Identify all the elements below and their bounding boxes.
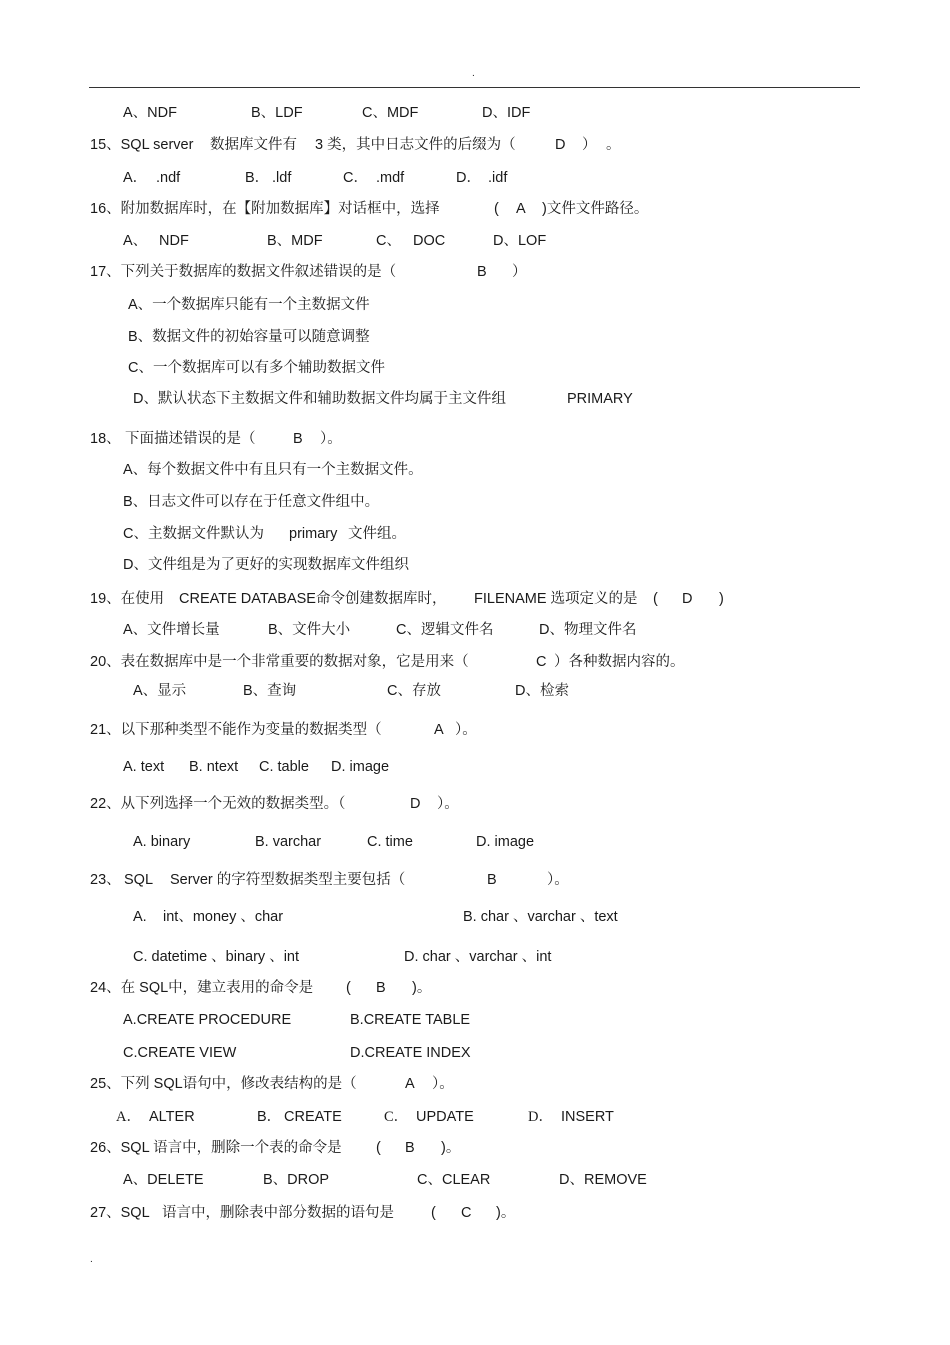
- question-text: ）: [582, 137, 597, 153]
- question-text: 20、表在数据库中是一个非常重要的数据对象，它是用来（: [90, 654, 469, 670]
- option-b: B、日志文件可以存在于任意文件组中。: [123, 494, 380, 510]
- option-a: A. binary: [133, 834, 191, 850]
- option-a: A、每个数据文件中有且只有一个主数据文件。: [123, 462, 423, 478]
- header-dot: .: [472, 68, 475, 79]
- option-a: A. text: [123, 759, 165, 775]
- answer: A: [405, 1076, 415, 1092]
- question-text: 24、在 SQL中，建立表用的命令是: [90, 980, 314, 996]
- answer: D: [555, 137, 566, 153]
- answer: D: [682, 591, 693, 607]
- question-text: ）。: [455, 722, 477, 738]
- question-text: (: [346, 980, 351, 996]
- answer: D: [410, 796, 421, 812]
- option-a: NDF: [159, 233, 189, 249]
- question-text: 数据库文件有: [210, 137, 297, 153]
- option-d: D、REMOVE: [559, 1172, 647, 1188]
- option-c: primary: [289, 526, 338, 542]
- footer-dot: .: [90, 1254, 93, 1265]
- option-a: A、NDF: [123, 105, 177, 121]
- option-a: int、money 、char: [163, 909, 284, 925]
- option-b: B、DROP: [263, 1172, 330, 1188]
- option-b-label: B．: [245, 170, 270, 186]
- question-text: SQL: [124, 872, 154, 888]
- option-c: C、主数据文件默认为: [123, 526, 264, 542]
- answer: C: [461, 1205, 472, 1221]
- option-b-label: B．: [257, 1109, 282, 1125]
- answer: A: [434, 722, 444, 738]
- option-b: B.CREATE TABLE: [350, 1012, 471, 1028]
- option-c: C、MDF: [362, 105, 419, 121]
- option-c: C、逻辑文件名: [396, 622, 494, 638]
- option-a: A、文件增长量: [123, 622, 220, 638]
- option-d: D、默认状态下主数据文件和辅助数据文件均属于主文件组: [133, 391, 506, 407]
- question-text: Server 的字符型数据类型主要包括（: [170, 872, 406, 888]
- answer: A: [516, 201, 526, 217]
- option-d: D. image: [476, 834, 535, 850]
- option-b: B. ntext: [189, 759, 239, 775]
- option-a: ALTER: [149, 1109, 195, 1125]
- option-b: B、查询: [243, 683, 297, 699]
- option-b: B、文件大小: [268, 622, 351, 638]
- answer: B: [477, 264, 487, 280]
- question-text: 22、从下列选择一个无效的数据类型。（: [90, 796, 346, 812]
- option-c: C. datetime 、binary 、int: [133, 949, 300, 965]
- option-c: C、一个数据库可以有多个辅助数据文件: [128, 360, 385, 376]
- question-text: 语言中，删除表中部分数据的语句是: [162, 1205, 394, 1221]
- question-text: 27、SQL: [90, 1205, 150, 1221]
- question-text: 23、: [90, 872, 121, 888]
- question-text: ）。: [432, 1076, 454, 1092]
- option-d-label: D．: [456, 170, 481, 186]
- header-rule: [89, 87, 860, 88]
- question-text: 3 类，其中日志文件的后缀为（: [315, 137, 516, 153]
- option-d-label: D．: [528, 1109, 553, 1125]
- question-text: ）。: [320, 431, 342, 447]
- option-a-label: A、: [123, 233, 148, 249]
- answer: B: [487, 872, 497, 888]
- option-d: INSERT: [561, 1109, 614, 1125]
- option-c-label: C．: [384, 1109, 409, 1125]
- option-b: B、LDF: [251, 105, 303, 121]
- question-text: 16、附加数据库时，在【附加数据库】对话框中，选择: [90, 201, 440, 217]
- option-b: .ldf: [272, 170, 292, 186]
- option-a: A、DELETE: [123, 1172, 204, 1188]
- question-text: FILENAME 选项定义的是: [474, 591, 638, 607]
- question-text: ）: [512, 264, 527, 280]
- question-text: )。: [412, 980, 432, 996]
- question-text: 26、SQL 语言中，删除一个表的命令是: [90, 1140, 342, 1156]
- option-d: .idf: [488, 170, 508, 186]
- option-c: C、存放: [387, 683, 441, 699]
- question-text: 25、下列 SQL语句中，修改表结构的是（: [90, 1076, 357, 1092]
- question-text: (: [494, 201, 499, 217]
- option-c: C、CLEAR: [417, 1172, 491, 1188]
- option-d: D、LOF: [493, 233, 547, 249]
- option-a-label: A．: [123, 170, 148, 186]
- option-b: B. char 、varchar 、text: [463, 909, 618, 925]
- option-d: D. image: [331, 759, 390, 775]
- option-c: UPDATE: [416, 1109, 474, 1125]
- question-text: 17、下列关于数据库的数据文件叙述错误的是（: [90, 264, 397, 280]
- question-text: 21、以下那种类型不能作为变量的数据类型（: [90, 722, 382, 738]
- question-text: CREATE DATABASE命令创建数据库时，: [179, 591, 447, 607]
- answer: B: [405, 1140, 415, 1156]
- option-d: D、物理文件名: [539, 622, 637, 638]
- option-b: B、数据文件的初始容量可以随意调整: [128, 329, 370, 345]
- option-d: D、检索: [515, 683, 569, 699]
- option-c: 文件组。: [348, 526, 406, 542]
- answer: C: [536, 654, 547, 670]
- question-text: ）。: [437, 796, 459, 812]
- option-a-label: A．: [116, 1109, 141, 1125]
- question-text: 15、SQL server: [90, 137, 194, 153]
- option-a: A.CREATE PROCEDURE: [123, 1012, 292, 1028]
- question-text: 18、: [90, 431, 121, 447]
- option-d: D、文件组是为了更好的实现数据库文件组织: [123, 557, 409, 573]
- question-text: ): [719, 591, 724, 607]
- option-a: A、一个数据库只能有一个主数据文件: [128, 297, 370, 313]
- question-text: 下面描述错误的是（: [125, 431, 256, 447]
- question-text: 19、在使用: [90, 591, 165, 607]
- question-text: 。: [606, 137, 621, 153]
- option-b: B. varchar: [255, 834, 322, 850]
- option-d: D、IDF: [482, 105, 531, 121]
- question-text: (: [376, 1140, 381, 1156]
- option-a-label: A.: [133, 909, 147, 925]
- option-a: A、显示: [133, 683, 187, 699]
- option-c: .mdf: [376, 170, 405, 186]
- option-d: D.CREATE INDEX: [350, 1045, 471, 1061]
- question-text: ）。: [547, 872, 569, 888]
- question-text: (: [653, 591, 658, 607]
- question-text: )。: [441, 1140, 461, 1156]
- answer: B: [376, 980, 386, 996]
- question-text: )文件文件路径。: [542, 201, 649, 217]
- question-text: ）各种数据内容的。: [554, 654, 685, 670]
- question-text: )。: [496, 1205, 516, 1221]
- option-d: D. char 、varchar 、int: [404, 949, 552, 965]
- option-d-suffix: PRIMARY: [567, 391, 633, 407]
- option-b: B、MDF: [267, 233, 323, 249]
- question-text: (: [431, 1205, 436, 1221]
- option-c: C. time: [367, 834, 413, 850]
- option-c-label: C、: [376, 233, 401, 249]
- option-c: DOC: [413, 233, 446, 249]
- option-a: .ndf: [156, 170, 181, 186]
- option-c-label: C．: [343, 170, 368, 186]
- option-c: C. table: [259, 759, 309, 775]
- answer: B: [293, 431, 303, 447]
- option-b: CREATE: [284, 1109, 342, 1125]
- option-c: C.CREATE VIEW: [123, 1045, 237, 1061]
